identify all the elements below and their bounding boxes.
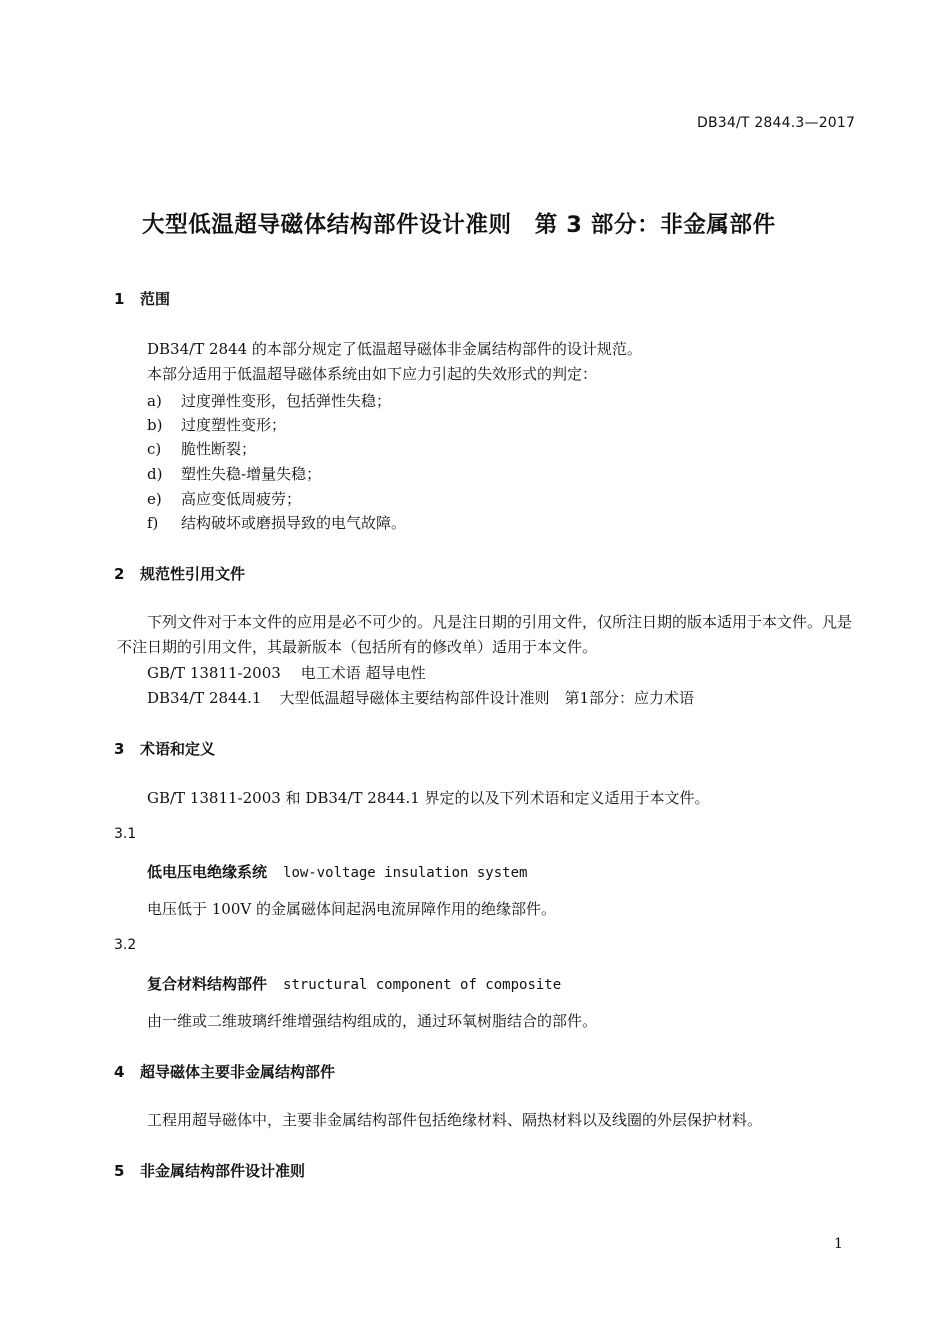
list-item-text: 脆性断裂； [181, 440, 257, 458]
document-number: DB34/T 2844.3—2017 [697, 115, 856, 131]
section-number: 3 [114, 740, 125, 758]
list-item-text: 塑性失稳-增量失稳； [181, 465, 322, 483]
section-number: 4 [114, 1063, 125, 1081]
page-title: 大型低温超导磁体结构部件设计准则 第 3 部分：非金属部件 [142, 212, 776, 238]
list-item-text: 结构破坏或磨损导致的电气故障。 [181, 514, 407, 532]
list-item [147, 390, 391, 411]
scope-paragraph-1: DB34/T 2844 的本部分规定了低温超导磁体非金属结构部件的设计规范。 [147, 340, 642, 358]
list-item-text: 过度塑性变形； [181, 416, 287, 434]
term-definition: 电压低于 100V 的金属磁体间起涡电流屏障作用的绝缘部件。 [147, 900, 557, 918]
reference-code: GB/T 13811-2003 [147, 664, 281, 682]
page-number: 1 [834, 1236, 843, 1252]
list-marker: a) [147, 392, 162, 410]
section-heading-3 [114, 738, 215, 759]
reference-title: 大型低温超导磁体主要结构部件设计准则 第1部分：应力术语 [279, 689, 694, 707]
normative-references-paragraph: 下列文件对于本文件的应用是必不可少的。凡是注日期的引用文件，仅所注日期的版本适用于本文件。凡是不注日期的引用文件，其最新版本（包括所有的修改单）适用于本文件。 [117, 613, 853, 656]
list-item [147, 512, 406, 533]
list-item [147, 463, 321, 484]
section-heading-2 [114, 563, 245, 584]
section-heading-4 [114, 1061, 335, 1082]
term-entry [147, 973, 561, 994]
list-marker: f) [147, 514, 159, 532]
list-marker: c) [147, 440, 162, 458]
reference-entry [147, 661, 426, 686]
section-number: 5 [114, 1162, 125, 1180]
list-item-text: 过度弹性变形，包括弹性失稳； [181, 392, 392, 410]
term-number: 3.1 [114, 826, 137, 842]
term-chinese: 复合材料结构部件 [147, 975, 268, 993]
list-marker: d) [147, 465, 163, 483]
section-4-paragraph: 工程用超导磁体中，主要非金属结构部件包括绝缘材料、隔热材料以及线圈的外层保护材料。 [147, 1111, 763, 1129]
scope-paragraph-2: 本部分适用于低温超导磁体系统由如下应力引起的失效形式的判定： [147, 365, 598, 383]
reference-code: DB34/T 2844.1 [147, 689, 262, 707]
section-number: 1 [114, 290, 125, 308]
reference-entry [147, 686, 694, 711]
term-definition: 由一维或二维玻璃纤维增强结构组成的，通过环氧树脂结合的部件。 [147, 1012, 598, 1030]
section-title: 非金属结构部件设计准则 [140, 1162, 306, 1180]
list-marker: e) [147, 490, 162, 508]
section-title: 术语和定义 [140, 740, 216, 758]
section-heading-1 [114, 288, 170, 309]
section-title: 超导磁体主要非金属结构部件 [140, 1063, 336, 1081]
section-title: 范围 [140, 290, 171, 308]
section-heading-5 [114, 1160, 305, 1181]
list-item [147, 488, 301, 509]
term-number: 3.2 [114, 937, 137, 953]
list-item [147, 414, 286, 435]
term-english: structural component of composite [283, 977, 562, 993]
term-entry [147, 861, 527, 882]
section-number: 2 [114, 565, 125, 583]
list-item [147, 438, 256, 459]
section-title: 规范性引用文件 [140, 565, 246, 583]
reference-title: 电工术语 超导电性 [300, 664, 426, 682]
term-english: low-voltage insulation system [283, 865, 528, 881]
term-chinese: 低电压电绝缘系统 [147, 863, 268, 881]
terms-intro-paragraph: GB/T 13811-2003 和 DB34/T 2844.1 界定的以及下列术语和定义适用于本文件。 [147, 789, 710, 807]
list-marker: b) [147, 416, 163, 434]
list-item-text: 高应变低周疲劳； [181, 490, 302, 508]
